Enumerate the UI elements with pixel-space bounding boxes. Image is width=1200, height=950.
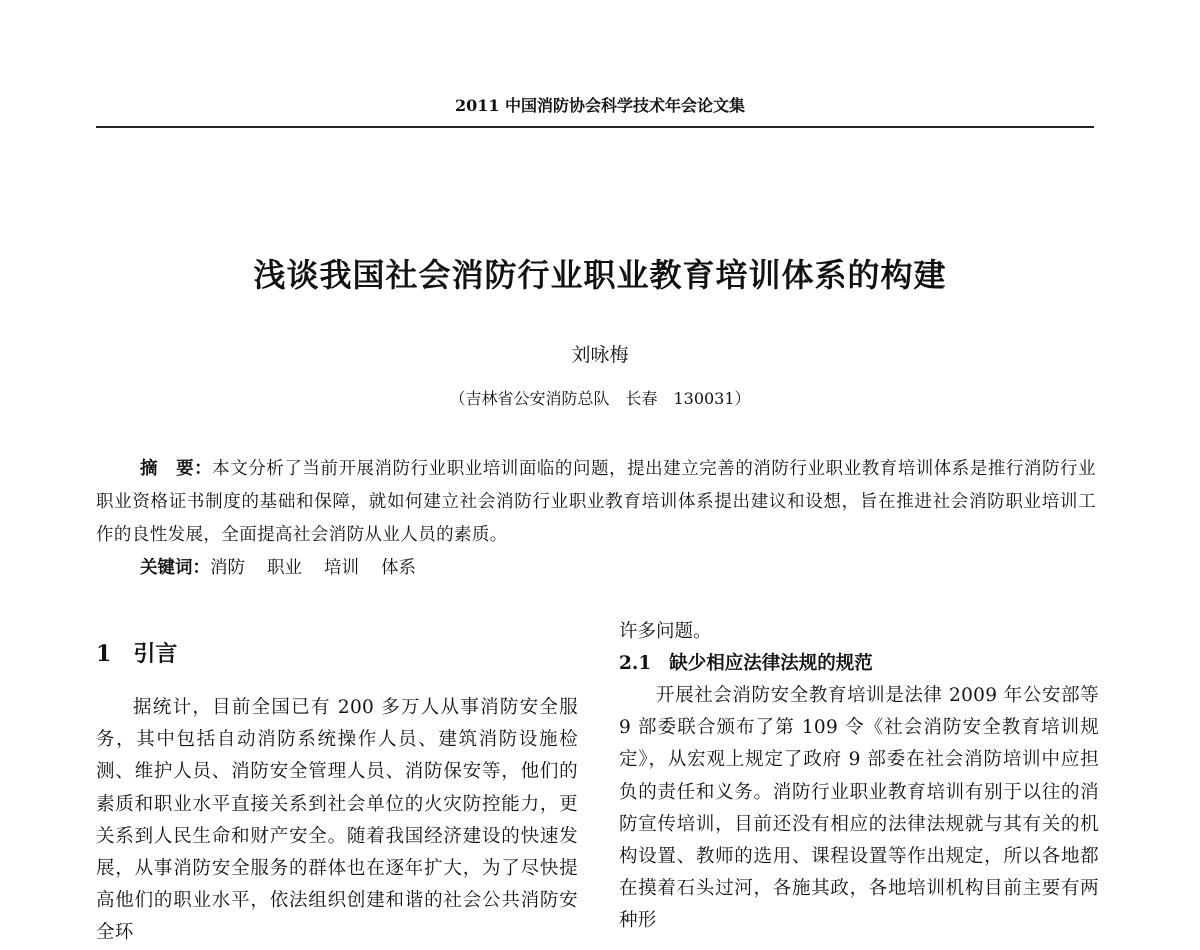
section-paragraph: 据统计，目前全国已有 200 多万人从事消防安全服务，其中包括自动消防系统操作人员、建筑消防设施检测、维护人员、消防安全管理人员、消防保安等，他们的素质和职业水平直接关系到社会单位的火灾防控能力，更关系到人民生命和财产安全。随着我国经济建设的快速发展，从事消防安全服务的群体也在逐年扩大，为了尽快提高他们的职业水平，依法组织创建和谐的社会公共消防安全环 xyxy=(96,697,578,944)
subsection-number: 2.1 xyxy=(619,653,652,674)
subsection-title: 缺少相应法律法规的规范 xyxy=(669,653,873,674)
paper-title: 浅谈我国社会消防行业职业教育培训体系的构建 xyxy=(253,256,947,294)
author-name: 刘咏梅 xyxy=(571,344,629,366)
abstract-text: 本文分析了当前开展消防行业职业培训面临的问题，提出建立完善的消防行业职业教育培训体系是推行消防行业职业资格证书制度的基础和保障，就如何建立社会消防行业职业教育培训体系提出建议和设想，旨在推进社会消防职业培训工作的良性发展，全面提高社会消防从业人员的素质。 xyxy=(96,459,1096,545)
author-affiliation: （吉林省公安消防总队 长春 130031） xyxy=(449,389,751,408)
running-header: 2011 中国消防协会科学技术年会论文集 xyxy=(454,96,746,115)
keyword: 体系 xyxy=(381,558,416,578)
keyword: 培训 xyxy=(324,558,359,578)
header-rule xyxy=(96,126,1094,128)
left-column xyxy=(96,636,578,950)
abstract-label: 摘 要： xyxy=(140,459,213,479)
keywords-label: 关键词： xyxy=(140,558,210,578)
section-heading xyxy=(96,636,578,672)
section-title: 引言 xyxy=(133,641,178,667)
keywords xyxy=(140,552,438,585)
keyword: 职业 xyxy=(267,558,302,578)
abstract xyxy=(96,453,1096,552)
right-column xyxy=(619,616,1099,938)
subsection-heading xyxy=(619,648,1099,680)
continued-text: 许多问题。 xyxy=(619,621,712,642)
keyword: 消防 xyxy=(210,558,245,578)
section-number: 1 xyxy=(96,641,112,667)
subsection-paragraph: 开展社会消防安全教育培训是法律 2009 年公安部等 9 部委联合颁布了第 109 令《社会消防安全教育培训规定》，从宏观上规定了政府 9 部委在社会消防培训中应担负的责任和义务。消防行业职业教育培训有别于以往的消防宣传培训，目前还没有相应的法律法规就与其有关的机构设置、教师的选用、课程设置等作出规定，所以各地都在摸着石头过河，各施其政，各地培训机构目前主要有两种形 xyxy=(619,685,1099,932)
